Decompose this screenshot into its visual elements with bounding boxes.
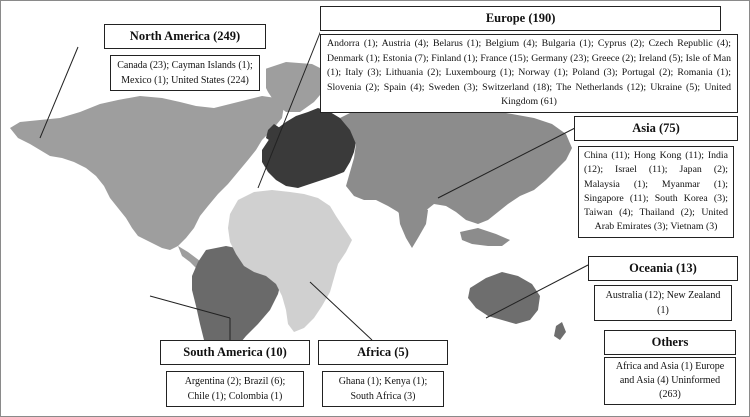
europe-callout (320, 6, 738, 113)
asia-countries: China (11); Hong Kong (11); India (12); Israel (11); Japan (2); Malaysia (1); Myanmar (1); Singapore (11); South Korea (3); Taiwan (4); Thailand (2); United Arab Emirates (3); Vietnam (3) (578, 146, 734, 238)
connector-africa (310, 282, 372, 340)
australia-shape (468, 272, 540, 324)
oceania-callout (588, 256, 738, 321)
oceania-title: Oceania (13) (588, 256, 738, 281)
south-america-title: South America (10) (160, 340, 310, 365)
others-callout (604, 330, 736, 405)
others-title: Others (604, 330, 736, 355)
north-america-title: North America (249) (104, 24, 266, 49)
asia-shape (340, 104, 572, 224)
africa-title: Africa (5) (318, 340, 448, 365)
europe-countries: Andorra (1); Austria (4); Belarus (1); Belgium (4); Bulgaria (1); Cyprus (2); Czech Republic (4); Denmark (1); Estonia (7); Finland (1); France (15); Germany (23); Greece (2); Ireland (5); Isle of Man (1); Italy (3); Lithuania (2); Luxembourg (1); Norway (1); Poland (3); Portugal (2); Romania (1); Slovenia (2); Spain (4); Sweden (3); Switzerland (18); The Netherlands (12); Ukraine (5); United Kingdom (61) (320, 34, 738, 113)
asia-title: Asia (75) (574, 116, 738, 141)
india-shape (398, 204, 428, 248)
south-america-countries: Argentina (2); Brazil (6); Chile (1); Colombia (1) (166, 371, 304, 407)
new-zealand-shape (554, 322, 566, 340)
oceania-countries: Australia (12); New Zealand (1) (594, 285, 732, 321)
others-countries: Africa and Asia (1) Europe and Asia (4) Uninformed (263) (604, 357, 736, 405)
southeast-asia-shape (460, 228, 510, 246)
south-america-callout (160, 340, 310, 407)
asia-callout (574, 116, 738, 238)
north-america-countries: Canada (23); Cayman Islands (1); Mexico (1); United States (224) (110, 55, 260, 91)
africa-callout (318, 340, 448, 407)
africa-countries: Ghana (1); Kenya (1); South Africa (3) (322, 371, 444, 407)
europe-title: Europe (190) (320, 6, 721, 31)
north-america-callout (104, 24, 266, 91)
